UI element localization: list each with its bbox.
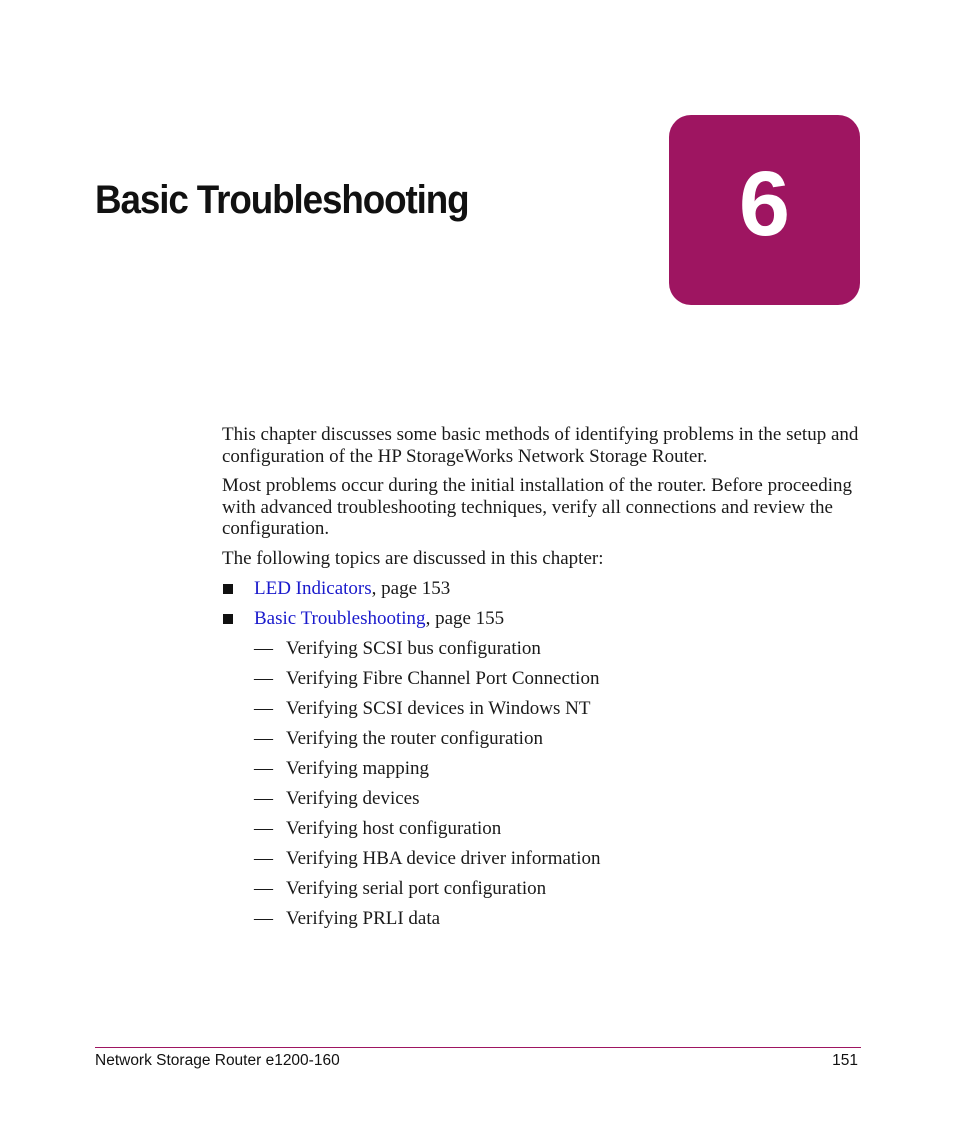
subtopic-label: Verifying serial port configuration (286, 878, 547, 899)
subtopic-item (222, 698, 862, 728)
chapter-title: Basic Troubleshooting (95, 178, 469, 222)
square-bullet-icon (223, 614, 233, 624)
intro-paragraph: Most problems occur during the initial installation of the router. Before proceeding with advanced troubleshooting techniques, verify all connections and review the configuration. (222, 475, 853, 539)
dash-bullet: — (254, 908, 273, 929)
topic-page-ref: , page 155 (425, 608, 505, 629)
intro-paragraph: This chapter discusses some basic methods of identifying problems in the setup and configuration of the HP StorageWorks Network Storage Router. (222, 424, 859, 467)
subtopic-item (222, 638, 862, 668)
square-bullet-icon (223, 584, 233, 594)
subtopic-label: Verifying the router configuration (286, 728, 543, 749)
subtopic-label: Verifying PRLI data (286, 908, 441, 929)
dash-bullet: — (254, 638, 273, 659)
subtopic-item (222, 878, 862, 908)
subtopic-label: Verifying HBA device driver information (286, 848, 601, 869)
subtopic-item (222, 848, 862, 878)
dash-bullet: — (254, 728, 273, 749)
topic-page-ref: , page 153 (371, 578, 451, 599)
subtopic-label: Verifying mapping (286, 758, 430, 779)
topics-lead-in: The following topics are discussed in this chapter: (222, 547, 604, 569)
dash-bullet: — (254, 878, 273, 899)
dash-bullet: — (254, 848, 273, 869)
subtopic-label: Verifying devices (286, 788, 420, 809)
led-indicators-link[interactable]: LED Indicators (254, 578, 372, 599)
subtopic-item (222, 908, 862, 938)
dash-bullet: — (254, 788, 273, 809)
basic-troubleshooting-link[interactable]: Basic Troubleshooting (254, 608, 426, 629)
subtopic-item (222, 728, 862, 758)
topic-list (222, 578, 862, 638)
subtopic-item (222, 668, 862, 698)
chapter-number-badge (669, 115, 860, 305)
subtopic-item (222, 758, 862, 788)
chapter-number: 6 (738, 153, 791, 255)
subtopic-label: Verifying SCSI bus configuration (286, 638, 541, 659)
subtopic-label: Verifying host configuration (286, 818, 502, 839)
subtopic-list (222, 638, 862, 938)
footer-divider (95, 1047, 861, 1048)
subtopic-item (222, 818, 862, 848)
subtopic-item (222, 788, 862, 818)
subtopic-label: Verifying SCSI devices in Windows NT (286, 698, 591, 719)
dash-bullet: — (254, 758, 273, 779)
dash-bullet: — (254, 818, 273, 839)
topic-item (222, 608, 862, 638)
footer-document-title: Network Storage Router e1200-160 (95, 1052, 340, 1069)
footer-page-number: 151 (832, 1052, 858, 1069)
topic-item (222, 578, 862, 608)
dash-bullet: — (254, 698, 273, 719)
dash-bullet: — (254, 668, 273, 689)
subtopic-label: Verifying Fibre Channel Port Connection (286, 668, 600, 689)
chapter-body (222, 424, 862, 938)
